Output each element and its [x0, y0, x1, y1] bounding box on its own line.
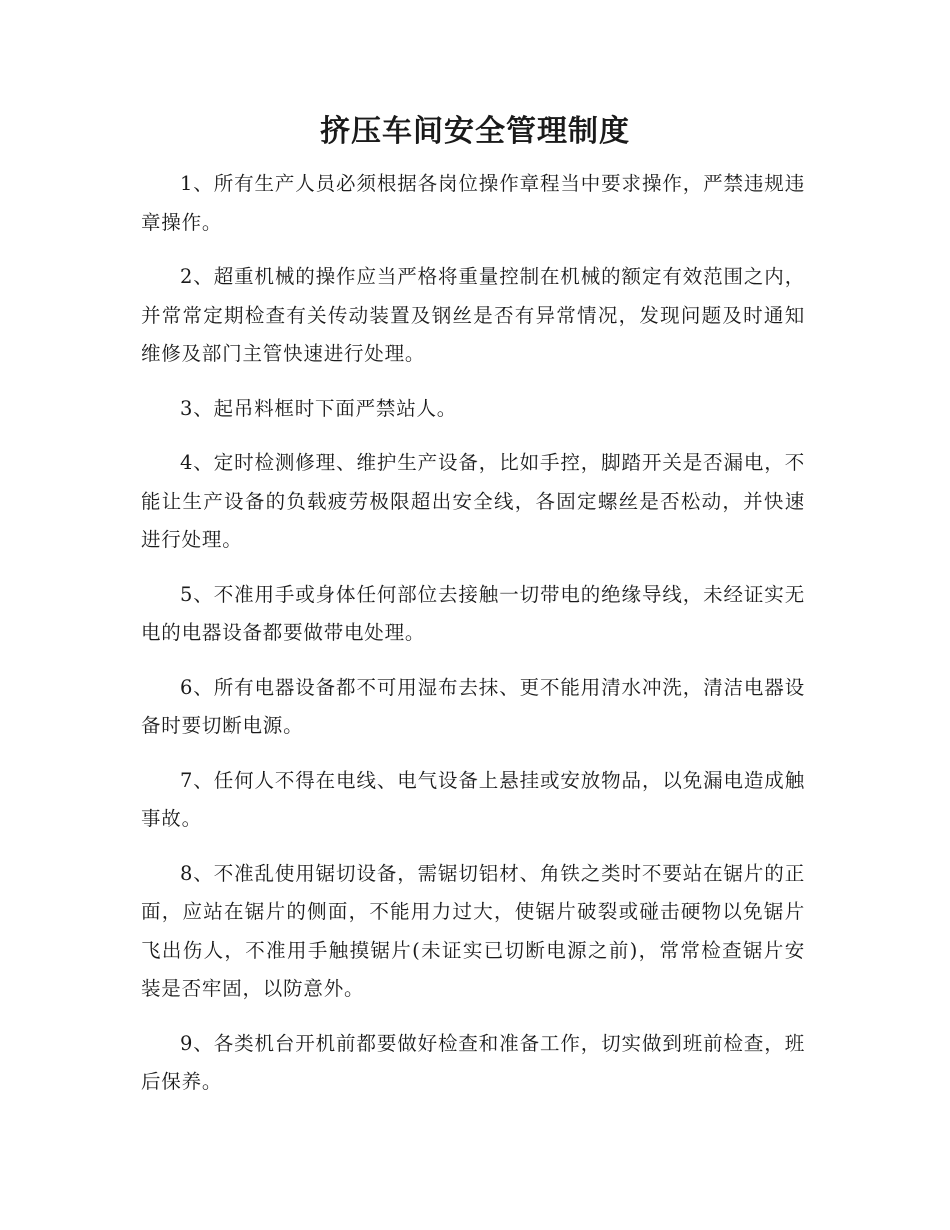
document-body [141, 165, 805, 1118]
rule-paragraph-2: 2、超重机械的操作应当严格将重量控制在机械的额定有效范围之内，并常常定期检查有关传动装置及钢丝是否有异常情况，发现问题及时通知维修及部门主管快速进行处理。 [141, 265, 805, 365]
document-title: 挤压车间安全管理制度 [320, 114, 630, 149]
rule-paragraph-9: 9、各类机台开机前都要做好检查和准备工作，切实做到班前检查，班后保养。 [141, 1031, 805, 1093]
rule-paragraph-8: 8、不准乱使用锯切设备，需锯切铝材、角铁之类时不要站在锯片的正面，应站在锯片的侧面，不能用力过大，使锯片破裂或碰击硬物以免锯片飞出伤人，不准用手触摸锯片(未证实已切断电源之前)，常常检查锯片安装是否牢固，以防意外。 [141, 861, 805, 1000]
rule-paragraph-5: 5、不准用手或身体任何部位去接触一切带电的绝缘导线，未经证实无电的电器设备都要做带电处理。 [141, 582, 805, 644]
rule-paragraph-6: 6、所有电器设备都不可用湿布去抹、更不能用清水冲洗，清洁电器设备时要切断电源。 [141, 675, 805, 737]
rule-paragraph-4: 4、定时检测修理、维护生产设备，比如手控，脚踏开关是否漏电，不能让生产设备的负载疲劳极限超出安全线，各固定螺丝是否松动，并快速进行处理。 [141, 451, 805, 551]
rule-paragraph-3: 3、起吊料框时下面严禁站人。 [180, 396, 458, 420]
rule-paragraph-7: 7、任何人不得在电线、电气设备上悬挂或安放物品，以免漏电造成触事故。 [141, 768, 805, 830]
rule-paragraph-1: 1、所有生产人员必须根据各岗位操作章程当中要求操作，严禁违规违章操作。 [141, 172, 805, 234]
